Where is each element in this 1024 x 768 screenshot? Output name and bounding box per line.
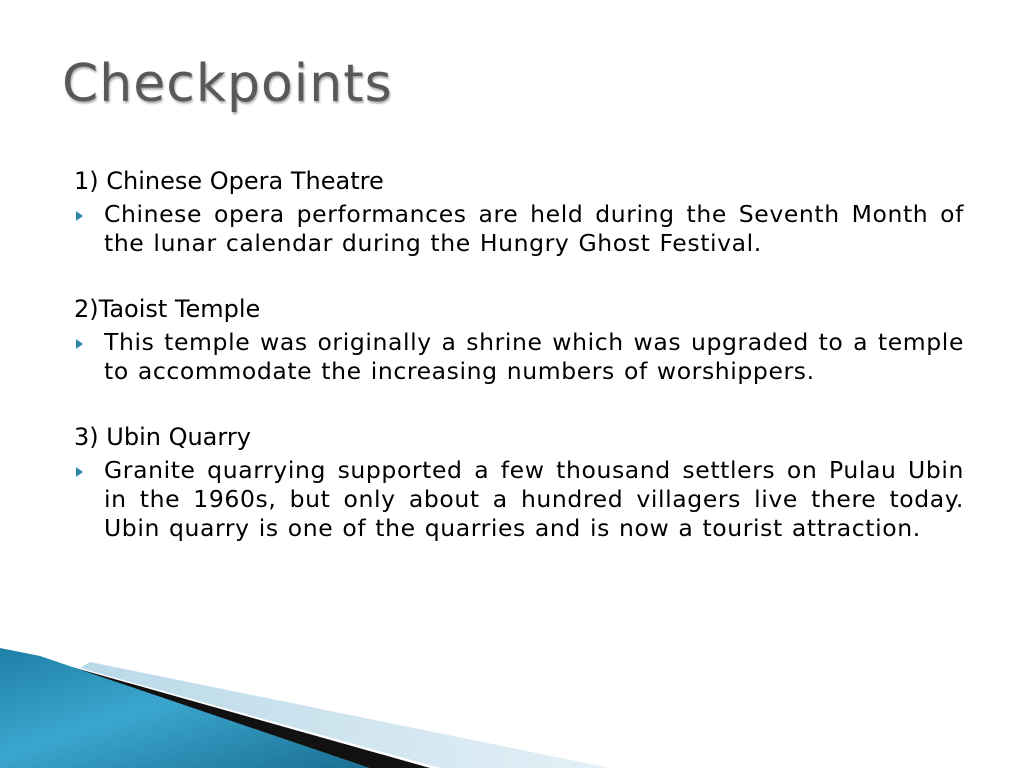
bullet-text: Granite quarrying supported a few thousand settlers on Pulau Ubin in the 1960s, but only about a hundred villagers live there today. Ubin quarry is one of the quarries and is now a tourist attraction. <box>104 456 964 542</box>
bullet-arrow-icon <box>76 467 83 477</box>
checkpoint-heading: 2)Taoist Temple <box>74 295 261 323</box>
slide-content <box>74 166 964 579</box>
bullet-arrow-icon <box>76 211 83 221</box>
bullet-item <box>74 328 964 386</box>
bullet-text: This temple was originally a shrine which was upgraded to a temple to accommodate the increasing numbers of worshippers. <box>104 328 964 385</box>
decor-blue-wedge <box>0 648 370 768</box>
bullet-arrow-icon <box>76 339 83 349</box>
checkpoint-heading: 3) Ubin Quarry <box>74 423 251 451</box>
checkpoint-section <box>74 422 964 543</box>
checkpoint-section <box>74 294 964 386</box>
bullet-item <box>74 456 964 543</box>
decor-light-band <box>80 662 610 768</box>
checkpoint-section <box>74 166 964 258</box>
bullet-item <box>74 200 964 258</box>
slide-title: Checkpoints <box>62 54 393 114</box>
decor-dark-stripe <box>30 658 430 768</box>
checkpoint-heading: 1) Chinese Opera Theatre <box>74 167 384 195</box>
bullet-text: Chinese opera performances are held during the Seventh Month of the lunar calendar during the Hungry Ghost Festival. <box>104 200 964 257</box>
